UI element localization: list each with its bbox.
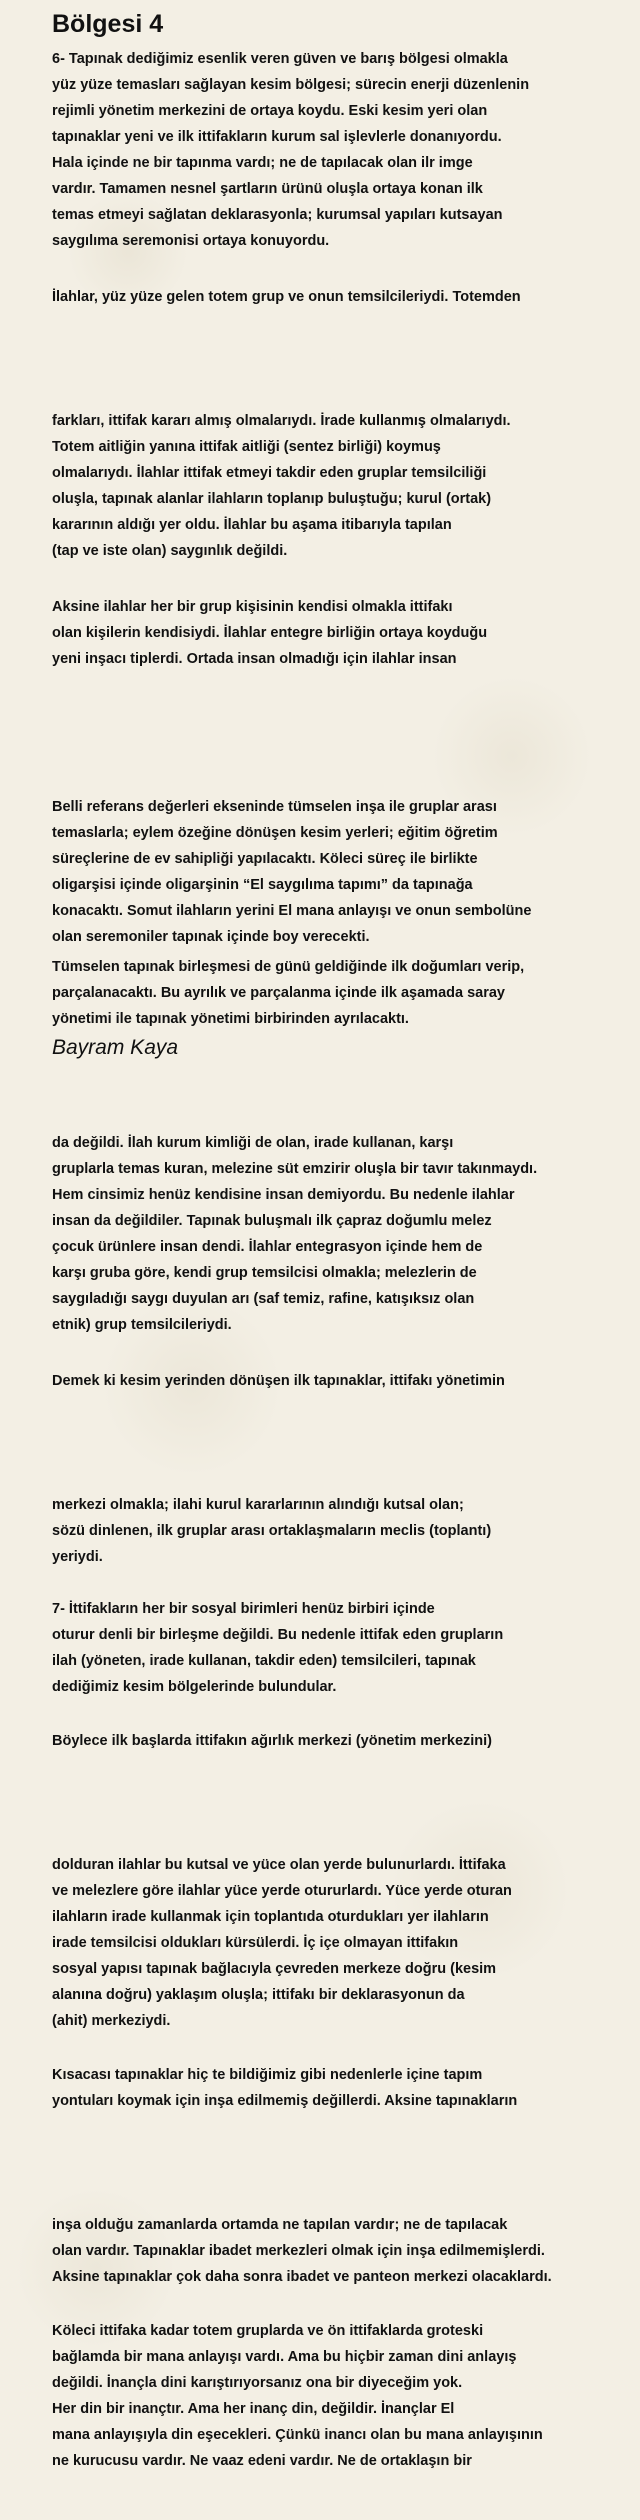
paragraph-6: 6- Tapınak dediğimiz esenlik veren güven ve barış bölgesi olmakla yüz yüze temasları sağlayan kesim bölgesi; sürecin enerji düzenlenin rejimli yönetim merkezini de ortaya koydu. Eski kesim yeri olan tapınaklar yeni ve ilk ittifakların kurum sal işlevlerle donanıyordu. Hala içinde ne bir tapınma vardı; ne de tapılacak olan ilr imge vardır. Tamamen nesnel şartların ürünü oluşla ortaya konan ilk temas etmeyi sağlatan deklarasyonla; kurumsal yapıları kutsayan saygılıma seremonisi ortaya konuyordu.	[52, 51, 530, 249]
author-signature: Bayram Kaya	[52, 1036, 179, 1059]
paragraph-insa-oldugu: inşa olduğu zamanlarda ortamda ne tapılan vardır; ne de tapılacak olan vardır. Tapınaklar ibadet merkezleri olmak için inşa edilmemişlerdi. Aksine tapınaklar çok daha sonra ibadet ve panteon merkezi olacaklardı.	[52, 2217, 552, 2285]
paragraph-merkezi: merkezi olmakla; ilahi kurul kararlarının alındığı kutsal olan; sözü dinlenen, ilk gruplar arası ortaklaşmaların meclis (toplantı) yeriydi.	[52, 1497, 492, 1565]
paragraph-belli-referans: Belli referans değerleri ekseninde tümselen inşa ile gruplar arası temaslarla; eylem özeğine dönüşen kesim yerleri; eğitim öğretim süreçlerine de ev sahipliği yapılacaktı. Köleci süreç ile birlikte oligarşisi içinde oligarşinin “El saygılıma tapımı” da tapınağa konacaktı. Somut ilahların yerini El mana anlayışı ve onun sembolüne olan seremoniler tapınak içinde boy verecekti.	[52, 799, 532, 945]
paragraph-koleci: Köleci ittifaka kadar totem gruplarda ve ön ittifaklarda groteski bağlamda bir mana anlayışı vardı. Ama bu hiçbir zaman dini anlayış değildi. İnançla dini karıştırıyorsanız ona bir diyeceğim yok. Her din bir inançtır. Ama her inanç din, değildir. İnançlar El mana anlayışıyla din eşecekleri. Çünkü inancı olan bu mana anlayışının ne kurucusu vardır. Ne vaaz edeni vardır. Ne de ortaklaşın bir	[52, 2323, 543, 2469]
paragraph-boylece: Böylece ilk başlarda ittifakın ağırlık merkezi (yönetim merkezini)	[52, 1733, 492, 1749]
paragraph-7: 7- İttifakların her bir sosyal birimleri henüz birbiri içinde oturur denli bir birleşme değildi. Bu nedenle ittifak eden grupların ilah (yöneten, irade kullanan, takdir eden) temsilcileri, tapınak dediğimiz kesim bölgelerinde bulundular.	[52, 1601, 504, 1695]
paragraph-tumselen: Tümselen tapınak birleşmesi de günü geldiğinde ilk doğumları verip, parçalanacaktı. Bu ayrılık ve parçalanma içinde ilk aşamada saray yönetimi ile tapınak yönetimi birbirinden ayrılacaktı.	[52, 959, 525, 1027]
paragraph-da-degildi: da değildi. İlah kurum kimliği de olan, irade kullanan, karşı gruplarla temas kuran, melezine süt emzirir oluşla bir tavır takınmaydı. Hem cinsimiz henüz kendisine insan demiyordu. Bu nedenle ilahlar insan da değildiler. Tapınak buluşmalı ilk çapraz doğumlu melez çocuk ürünlere insan dendi. İlahlar entegrasyon içinde hem de karşı gruba göre, kendi grup temsilcisi olmakla; melezlerin de saygıladığı saygı duyulan arı (saf temiz, rafine, katışıksız olan etnik) grup temsilcileriydi.	[52, 1135, 538, 1333]
paragraph-dolduran: dolduran ilahlar bu kutsal ve yüce olan yerde bulunurlardı. İttifaka ve melezlere göre ilahlar yüce yerde otururlardı. Yüce yerde oturan ilahların irade kullanmak için toplantıda oturdukları yer ilahların irade temsilcisi oldukları kürsülerdi. İç içe olmayan ittifakın sosyal yapısı tapınak bağlacıyla çevreden merkeze doğru (kesim alanına doğru) yaklaşım oluşla; ittifakı bir deklarasyonun da (ahit) merkeziydi.	[52, 1857, 512, 2029]
paragraph-demek-ki: Demek ki kesim yerinden dönüşen ilk tapınaklar, ittifakı yönetimin	[52, 1373, 505, 1389]
paragraph-kisacasi: Kısacası tapınaklar hiç te bildiğimiz gibi nedenlerle içine tapım yontuları koymak için inşa edilmemiş değillerdi. Aksine tapınakların	[52, 2067, 518, 2109]
page-title: Bölgesi 4	[52, 10, 164, 38]
paragraph-farklari: farkları, ittifak kararı almış olmalarıydı. İrade kullanmış olmalarıydı. Totem aitliğin yanına ittifak aitliği (sentez birliği) koymuş olmalarıydı. İlahlar ittifak etmeyi takdir eden gruplar temsilciliği oluşla, tapınak alanlar ilahların toplanıp buluştuğu; kurul (ortak) kararının aldığı yer oldu. İlahlar bu aşama itibarıyla tapılan (tap ve iste olan) saygınlık değildi.	[52, 413, 511, 559]
paragraph-ilahlar-intro: İlahlar, yüz yüze gelen totem grup ve onun temsilcileriydi. Totemden	[52, 289, 521, 305]
paragraph-aksine-ilahlar: Aksine ilahlar her bir grup kişisinin kendisi olmakla ittifakı olan kişilerin kendisiydi. İlahlar entegre birliğin ortaya koyduğu yeni inşacı tiplerdi. Ortada insan olmadığı için ilahlar insan	[52, 599, 488, 667]
